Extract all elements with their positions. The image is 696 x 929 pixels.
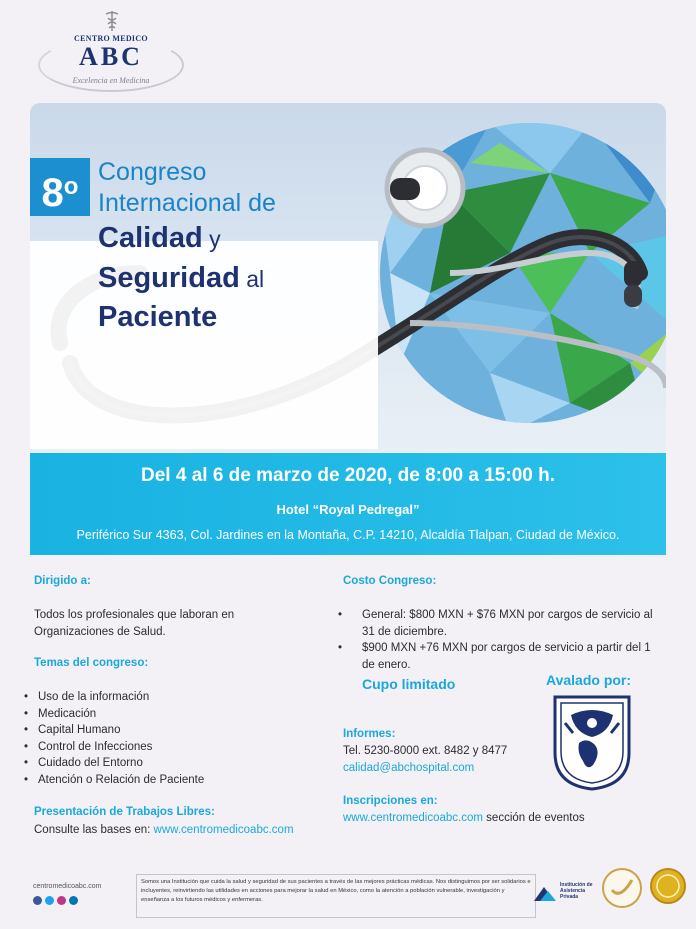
event-address: Periférico Sur 4363, Col. Jardines en la Montaña, C.P. 14210, Alcaldía Tlalpan, Ciudad de México. <box>76 528 620 542</box>
list-item: • Capital Humano <box>22 722 292 739</box>
cupo-limitado: Cupo limitado <box>362 676 456 692</box>
costos-list <box>336 607 656 673</box>
list-item: • Atención o Relación de Paciente <box>22 772 292 789</box>
informes-tel: Tel. 5230-8000 ext. 8482 y 8477 <box>343 745 508 757</box>
footer-site[interactable]: centromedicoabc.com <box>33 883 102 890</box>
unam-seal-icon <box>551 693 633 791</box>
iap-label: Institución de Asistencia Privada <box>560 882 593 900</box>
logo-top-text: CENTRO MEDICO <box>74 34 148 43</box>
trabajos-text: Consulte las bases en: www.centromedicoabc.com <box>34 824 294 836</box>
instagram-icon[interactable] <box>57 896 66 905</box>
inscripciones-text: www.centromedicoabc.com sección de eventos <box>343 812 585 824</box>
temas-list <box>22 689 292 789</box>
list-item: • Control de Infecciones <box>22 739 292 756</box>
title-line-calidad: Calidad y <box>98 222 221 254</box>
dirigido-text: Todos los profesionales que laboran en Organizaciones de Salud. <box>34 609 235 638</box>
temas-heading: Temas del congreso: <box>34 657 149 669</box>
title-line-internacional: Internacional de <box>98 189 276 217</box>
title-line-paciente: Paciente <box>98 301 218 333</box>
informes-email[interactable]: calidad@abchospital.com <box>343 762 475 774</box>
informes-heading: Informes: <box>343 728 396 740</box>
inscripciones-link[interactable]: www.centromedicoabc.com <box>343 812 483 824</box>
avalado-heading: Avalado por: <box>546 672 632 688</box>
event-info-band <box>30 453 666 555</box>
social-icons <box>33 896 78 905</box>
trabajos-link[interactable]: www.centromedicoabc.com <box>153 824 294 836</box>
list-item: • Uso de la información <box>22 689 292 706</box>
title-line-congreso: Congreso <box>98 158 207 186</box>
event-date: Del 4 al 6 de marzo de 2020, de 8:00 a 15:00 h. <box>141 465 555 486</box>
facebook-icon[interactable] <box>33 896 42 905</box>
logo-name: ABC <box>79 42 143 71</box>
twitter-icon[interactable] <box>45 896 54 905</box>
title-line-seguridad: Seguridad al <box>98 262 265 294</box>
costo-heading: Costo Congreso: <box>343 575 437 587</box>
linkedin-icon[interactable] <box>69 896 78 905</box>
logo-tagline: Excelencia en Medicina <box>72 76 150 85</box>
trabajos-heading: Presentación de Trabajos Libres: <box>34 806 215 818</box>
abc-logo <box>38 8 184 94</box>
list-item: • $900 MXN +76 MXN por cargos de servicio a partir del 1 de enero. <box>336 640 656 673</box>
edition-number-badge: 8$^o$ <box>30 158 90 216</box>
accreditation-seal-icon <box>648 866 688 908</box>
list-item: • General: $800 MXN + $76 MXN por cargos de servicio al 31 de diciembre. <box>336 607 656 640</box>
dirigido-heading: Dirigido a: <box>34 575 91 587</box>
certification-badge-icon <box>600 866 644 910</box>
event-venue: Hotel “Royal Pedregal” <box>276 502 420 517</box>
list-item: • Cuidado del Entorno <box>22 755 292 772</box>
list-item: • Medicación <box>22 706 292 723</box>
caduceus-icon <box>101 10 123 32</box>
footer-statement: Somos una Institución que cuida la salud y seguridad de sus pacientes a través de las mejores prácticas médicas. Nos distinguimos por ser solidarios e incluyentes, reinvirtiendo las utilidades en acciones para mejorar la salud en México, como la atención a población vulnerable, investigación y enseñanza a los futuros médicos y enfermeras. <box>136 874 536 918</box>
inscripciones-heading: Inscripciones en: <box>343 795 438 807</box>
